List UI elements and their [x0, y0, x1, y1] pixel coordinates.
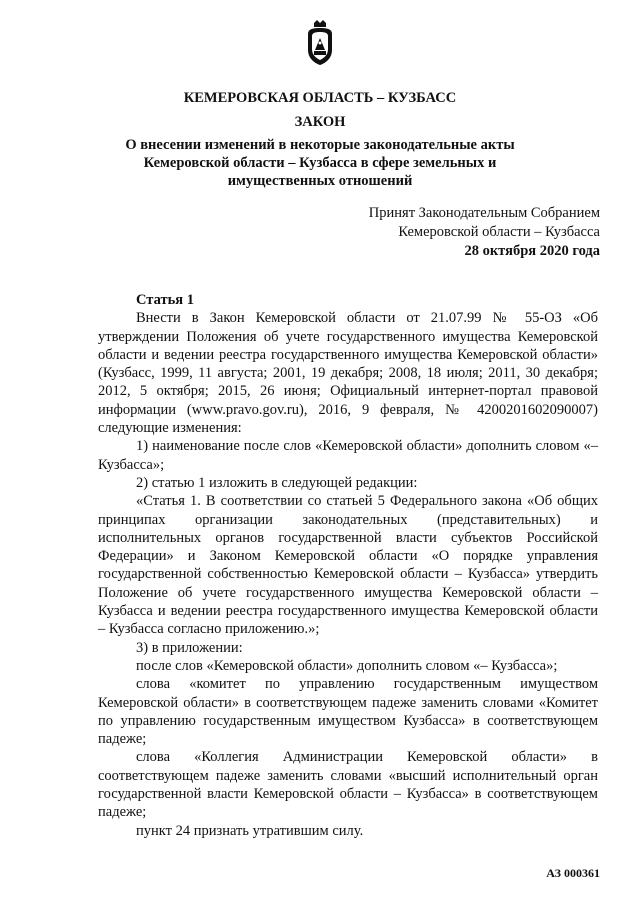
law-title-line: О внесении изменений в некоторые законодательные акты — [125, 137, 515, 153]
law-title-line: Кемеровской области – Кузбасса в сфере земельных и — [143, 155, 497, 171]
article-paragraph: 3) в приложении: — [136, 639, 243, 656]
document-type: ЗАКОН — [294, 114, 346, 130]
article-paragraph: Внести в Закон Кемеровской области от 21.07.99 № 55-ОЗ «Об утверждении Положения об учете государственного имущества Кемеровской области и ведении реестра государственного имущества Кемеровской области» (Кузбасс, 1999, 11 августа; 2001, 19 декабря; 2008, 18 июля; 2011, 30 декабря; 2012, 5 октября; 2015, 26 июня; Официальный интернет-портал правовой информации (www.pravo.gov.ru), 2016, 9 февраля, № 4200201602090007) следующие изменения: — [98, 310, 598, 437]
article-paragraph: слова «комитет по управлению государственным имуществом Кемеровской области» в соответствующем падеже заменить словами «Комитет по управлению государственным имуществом Кузбасса» в соответствующем падеже; — [98, 676, 598, 748]
article-paragraph: слова «Коллегия Администрации Кемеровской области» в соответствующем падеже заменить словами «высший исполнительный орган государственной власти Кемеровской области – Кузбасса» в соответствующем падеже; — [98, 749, 598, 821]
adoption-block — [300, 204, 600, 261]
coat-of-arms-emblem-icon — [305, 20, 335, 66]
adoption-line: Кемеровской области – Кузбасса — [398, 224, 600, 240]
article-paragraph: 1) наименование после слов «Кемеровской области» дополнить словом «– Кузбасса»; — [98, 438, 598, 473]
form-serial-number: АЗ 000361 — [546, 866, 600, 880]
article-paragraph: «Статья 1. В соответствии со статьей 5 Федерального закона «Об общих принципах организации законодательных (представительных) и исполнительных органов государственной власти субъектов Российской Федерации» и Законом Кемеровской области «О порядке управления государственной собственностью Кемеровской области – Кузбасса» утвердить Положение об учете государственного имущества Кемеровской области – Кузбасса и ведении реестра государственного имущества Кемеровской области – Кузбасса согласно приложению.»; — [98, 493, 598, 638]
article-paragraph: 2) статью 1 изложить в следующей редакции: — [136, 474, 418, 491]
article-heading: Статья 1 — [136, 292, 194, 308]
article-body — [98, 291, 598, 840]
law-title-line: имущественных отношений — [227, 173, 413, 189]
article-paragraph: пункт 24 признать утратившим силу. — [136, 822, 364, 839]
region-name: КЕМЕРОВСКАЯ ОБЛАСТЬ – КУЗБАСС — [183, 90, 457, 106]
adoption-date: 28 октября 2020 года — [464, 243, 600, 259]
adoption-line: Принят Законодательным Собранием — [368, 205, 600, 221]
law-title — [0, 136, 640, 190]
article-paragraph: после слов «Кемеровской области» дополнить словом «– Кузбасса»; — [136, 657, 558, 674]
